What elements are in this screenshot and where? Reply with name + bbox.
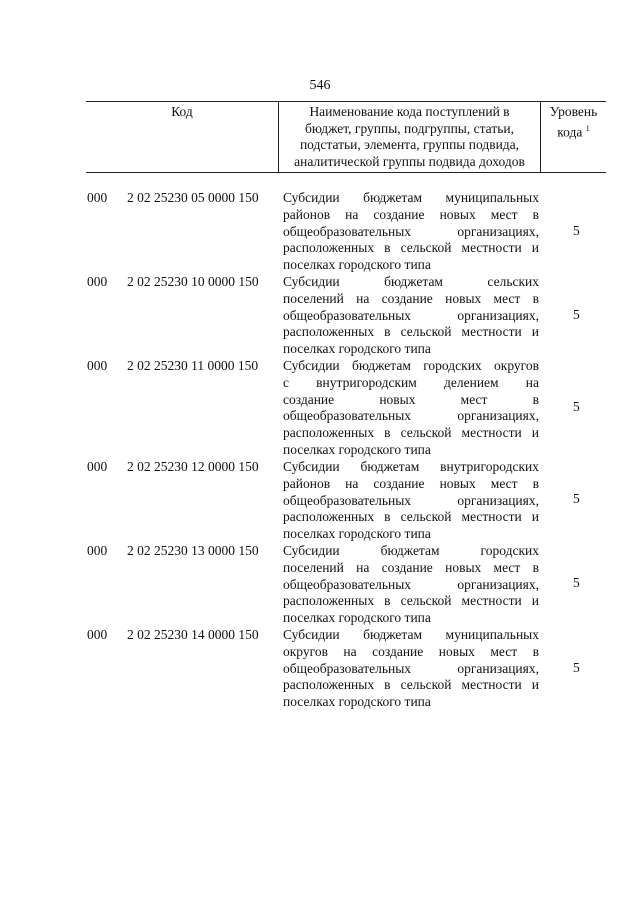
row-level: 5 bbox=[573, 307, 580, 322]
row-name-line: общеобразовательных организациях, bbox=[283, 307, 539, 323]
page-number: 546 bbox=[309, 78, 331, 93]
row-name-line: общеобразовательных организациях, bbox=[283, 576, 539, 592]
row-name-line: общеобразовательных организациях, bbox=[283, 492, 539, 508]
row-code: 2 02 25230 10 0000 150 bbox=[127, 274, 259, 289]
row-name-line: расположенных в сельской местности и bbox=[283, 425, 539, 441]
header-name-line: аналитической группы подвида доходов bbox=[294, 153, 525, 169]
row-name-line: поселений на создание новых мест в bbox=[283, 290, 539, 306]
row-level: 5 bbox=[573, 575, 580, 590]
table-header bbox=[86, 101, 606, 173]
row-prefix: 000 bbox=[87, 627, 108, 642]
row-name-line: расположенных в сельской местности и bbox=[283, 324, 539, 340]
header-name-line: бюджет, группы, подгруппы, статьи, bbox=[305, 120, 514, 136]
row-name-line: поселках городского типа bbox=[283, 694, 431, 710]
row-name-line: общеобразовательных организациях, bbox=[283, 408, 539, 424]
row-name-line: Субсидии бюджетам муниципальных bbox=[283, 190, 539, 205]
row-level: 5 bbox=[573, 223, 580, 238]
row-code: 2 02 25230 05 0000 150 bbox=[127, 190, 259, 205]
row-name bbox=[283, 358, 539, 459]
header-name-line: подстатьи, элемента, группы подвида, bbox=[299, 137, 520, 152]
row-name-line: общеобразовательных организациях, bbox=[283, 223, 539, 239]
row-code: 2 02 25230 13 0000 150 bbox=[127, 543, 259, 558]
row-name bbox=[283, 543, 539, 627]
row-prefix: 000 bbox=[87, 190, 108, 205]
row-code: 2 02 25230 12 0000 150 bbox=[127, 459, 259, 474]
row-name bbox=[283, 190, 539, 274]
row-name-line: поселках городского типа bbox=[283, 257, 431, 273]
row-name bbox=[283, 627, 539, 711]
row-level: 5 bbox=[573, 399, 580, 414]
row-name-line: Субсидии бюджетам городских bbox=[283, 543, 539, 558]
row-name bbox=[283, 459, 539, 543]
row-name-line: Субсидии бюджетам сельских bbox=[283, 274, 539, 289]
header-level-label: кода bbox=[557, 124, 583, 139]
row-name-line: расположенных в сельской местности и bbox=[283, 593, 539, 609]
row-name bbox=[283, 274, 539, 358]
header-name-line: Наименование кода поступлений в bbox=[309, 104, 510, 119]
row-code: 2 02 25230 11 0000 150 bbox=[127, 358, 259, 373]
row-name-line: общеобразовательных организациях, bbox=[283, 660, 539, 676]
row-name-line: Субсидии бюджетам городских округов bbox=[283, 358, 539, 373]
header-level-line2 bbox=[541, 121, 606, 141]
header-code-label: Код bbox=[171, 104, 193, 119]
row-name-line: поселках городского типа bbox=[283, 526, 431, 542]
row-name-line: с внутригородским делением на bbox=[283, 374, 539, 390]
row-name-line: округов на создание новых мест в bbox=[283, 643, 539, 659]
header-level-line1: Уровень bbox=[549, 104, 598, 119]
header-code-cell bbox=[86, 102, 279, 172]
row-name-line: расположенных в сельской местности и bbox=[283, 677, 539, 693]
row-prefix: 000 bbox=[87, 358, 108, 373]
row-name-line: районов на создание новых мест в bbox=[283, 206, 539, 222]
row-prefix: 000 bbox=[87, 543, 108, 558]
row-name-line: расположенных в сельской местности и bbox=[283, 509, 539, 525]
row-prefix: 000 bbox=[87, 274, 108, 289]
row-name-line: поселений на создание новых мест в bbox=[283, 559, 539, 575]
header-level-footnote: 1 bbox=[585, 123, 590, 133]
row-name-line: поселках городского типа bbox=[283, 441, 431, 457]
header-level-cell bbox=[541, 102, 606, 172]
row-name-line: Субсидии бюджетам муниципальных bbox=[283, 627, 539, 642]
row-code: 2 02 25230 14 0000 150 bbox=[127, 627, 259, 642]
row-name-line: создание новых мест в bbox=[283, 391, 539, 407]
row-level: 5 bbox=[573, 660, 580, 675]
row-name-line: поселках городского типа bbox=[283, 341, 431, 357]
row-level: 5 bbox=[573, 491, 580, 506]
header-name-cell bbox=[279, 102, 541, 172]
row-name-line: поселках городского типа bbox=[283, 610, 431, 626]
row-name-line: расположенных в сельской местности и bbox=[283, 240, 539, 256]
row-prefix: 000 bbox=[87, 459, 108, 474]
row-name-line: Субсидии бюджетам внутригородских bbox=[283, 459, 539, 474]
row-name-line: районов на создание новых мест в bbox=[283, 475, 539, 491]
